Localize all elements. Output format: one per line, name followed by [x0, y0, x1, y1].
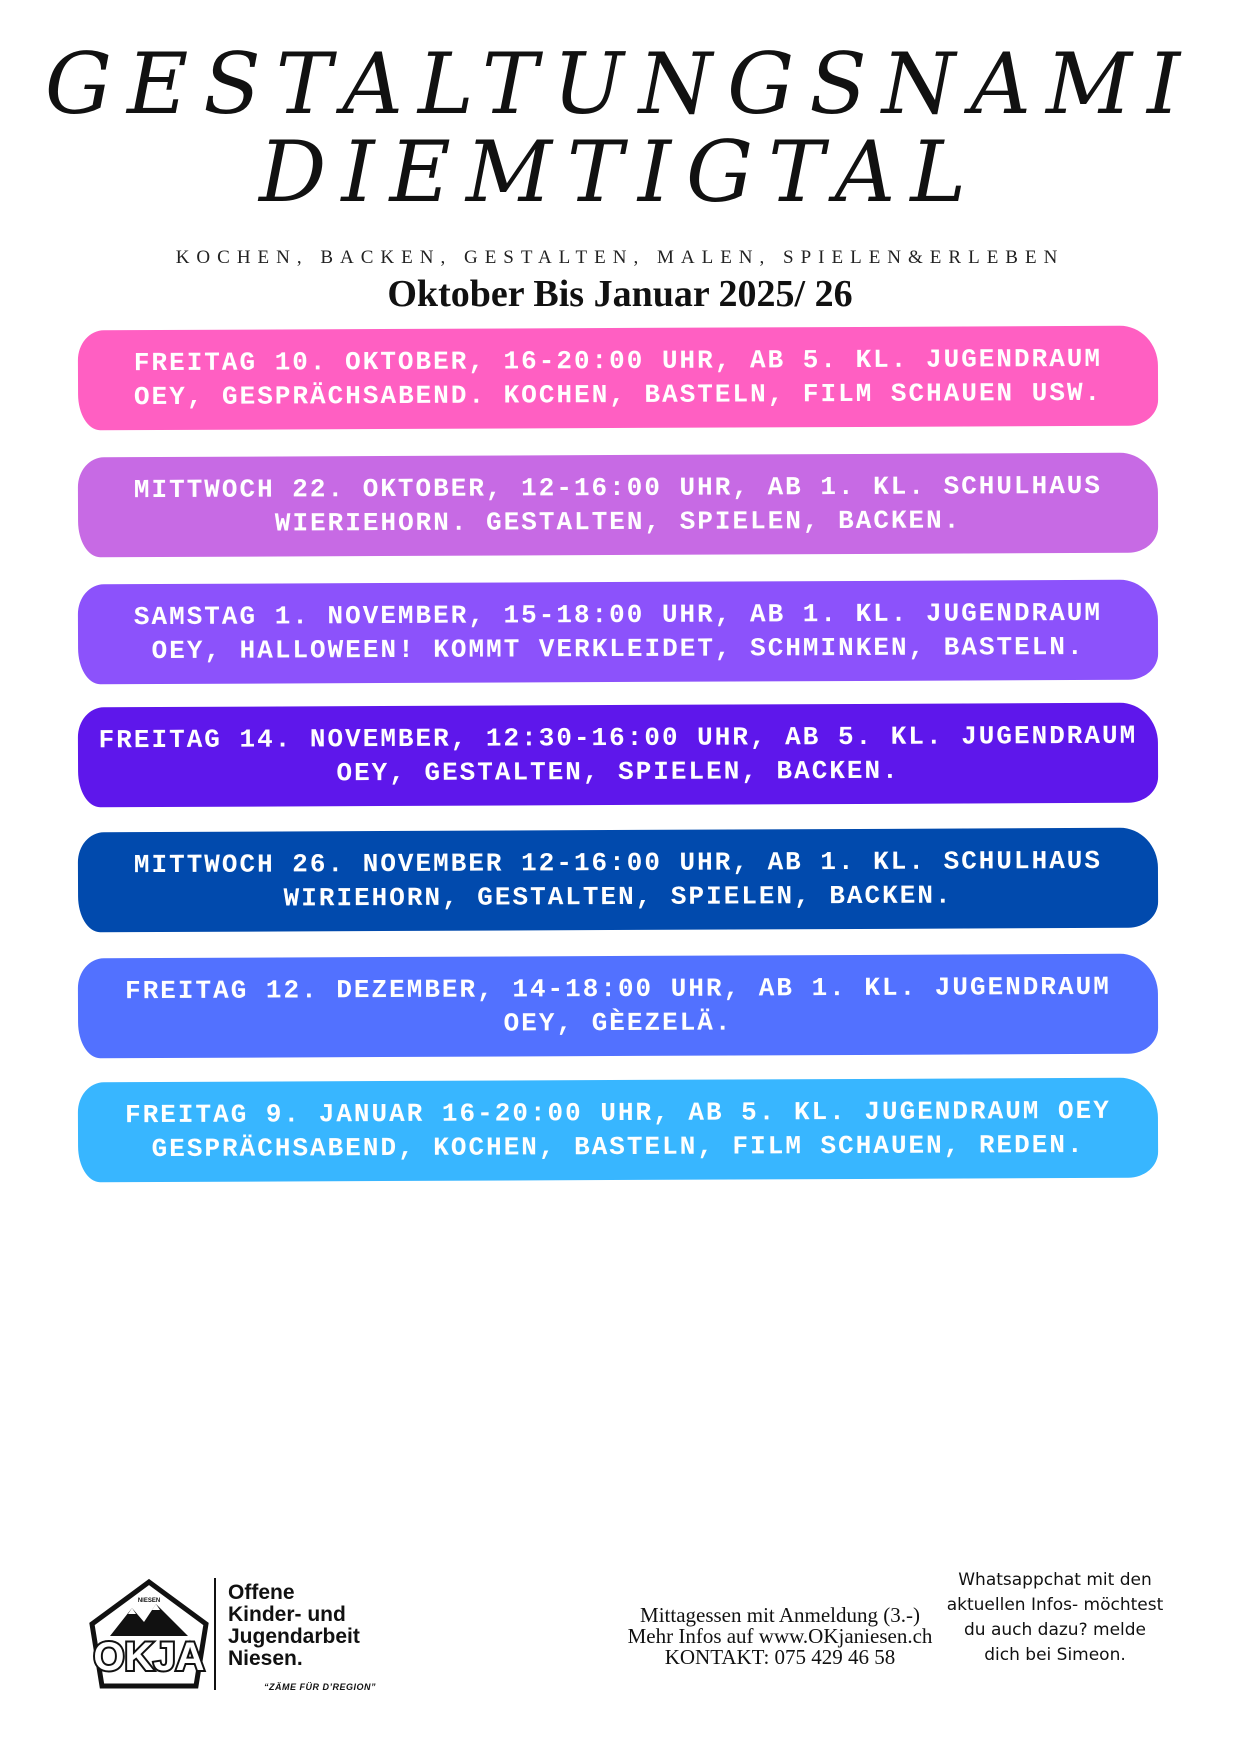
footer-info — [575, 1605, 985, 1668]
organisation-slogan: “ZÄME FÜR D’REGION” — [264, 1682, 376, 1692]
event-text: FREITAG 12. DEZEMBER, 14-18:00 UHR, AB 1. KL. JUGENDRAUM OEY, GÈEZELÄ. — [124, 971, 1111, 1039]
event-banner — [78, 1078, 1158, 1183]
event-text: SAMSTAG 1. NOVEMBER, 15-18:00 UHR, AB 1. KL. JUGENDRAUM OEY, HALLOWEEN! KOMMT VERKLEIDET, SCHMINKEN, BASTELN. — [133, 597, 1103, 667]
organisation-name: Offene Kinder- und Jugendarbeit Niesen. — [228, 1581, 360, 1670]
event-banner — [78, 580, 1158, 685]
okja-logo-mark — [88, 1578, 210, 1690]
date-range: Oktober Bis Januar 2025/ 26 — [387, 273, 853, 315]
lunch-info: Mittagessen mit Anmeldung (3.-) — [640, 1603, 920, 1627]
contact-info: KONTAKT: 075 429 46 58 — [664, 1645, 896, 1669]
event-banner — [78, 828, 1158, 933]
logo-divider — [214, 1578, 216, 1690]
event-text: FREITAG 9. JANUAR 16-20:00 UHR, AB 5. KL. JUGENDRAUM OEY GESPRÄCHSABEND, KOCHEN, BASTELN, FILM SCHAUEN, REDEN. — [124, 1095, 1111, 1165]
whatsapp-note: Whatsappchat mit den aktuellen Infos- möchtest du auch dazu? melde dich bei Simeon. — [946, 1570, 1164, 1665]
okja-logo-small-text: NIESEN — [137, 1598, 161, 1604]
event-banner — [78, 954, 1158, 1059]
event-banner — [78, 453, 1158, 558]
event-text: MITTWOCH 22. OKTOBER, 12-16:00 UHR, AB 1. KL. SCHULHAUS WIERIEHORN. GESTALTEN, SPIELEN, BACKEN. — [133, 470, 1103, 539]
event-text: FREITAG 10. OKTOBER, 16-20:00 UHR, AB 5. KL. JUGENDRAUM OEY, GESPRÄCHSABEND. KOCHEN, BASTELN, FILM SCHAUEN USW. — [133, 343, 1103, 413]
subtitle: KOCHEN, BACKEN, GESTALTEN, MALEN, SPIELEN&ERLEBEN — [175, 247, 1065, 268]
event-text: FREITAG 14. NOVEMBER, 12:30-16:00 UHR, AB 5. KL. JUGENDRAUM OEY, GESTALTEN, SPIELEN, BACKEN. — [98, 720, 1138, 789]
event-text: MITTWOCH 26. NOVEMBER 12-16:00 UHR, AB 1. KL. SCHULHAUS WIRIEHORN, GESTALTEN, SPIELEN, BACKEN. — [133, 845, 1103, 914]
website-info: Mehr Infos auf www.OKjaniesen.ch — [627, 1624, 933, 1648]
okja-logo — [88, 1578, 418, 1698]
title-line-2: DIEMTIGTAL — [258, 123, 982, 221]
okja-logo-lettering: OKJA — [93, 1635, 205, 1679]
title-line-1: GESTALTUNGSNAMI — [44, 35, 1196, 133]
event-banner — [78, 703, 1158, 808]
event-banner — [78, 326, 1158, 431]
